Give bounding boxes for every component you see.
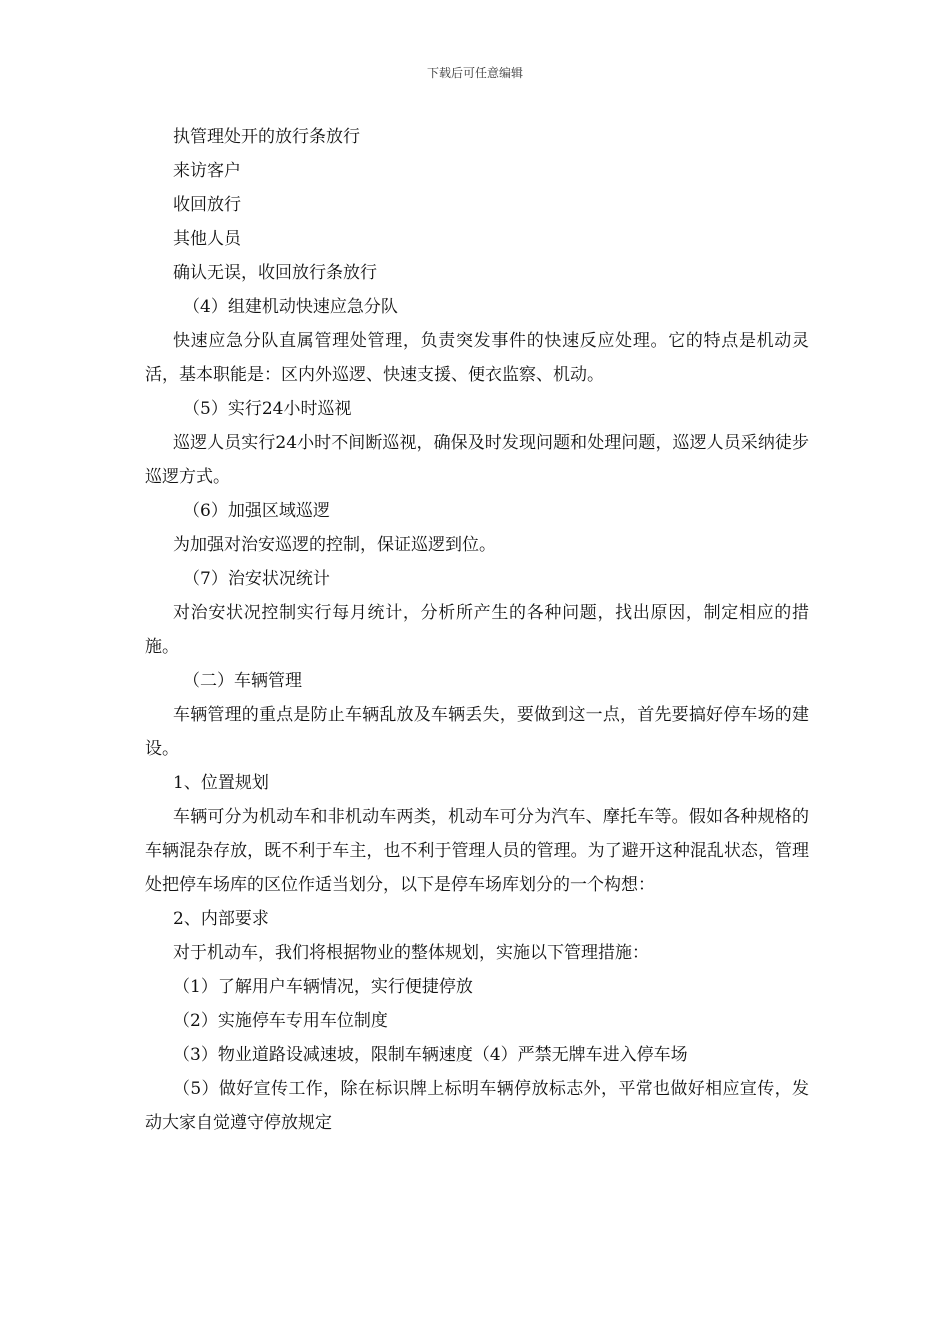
paragraph: 巡逻人员实行24小时不间断巡视，确保及时发现问题和处理问题，巡逻人员采纳徒步巡逻方式。 [145, 433, 809, 487]
subsection-heading: 2、内部要求 [173, 909, 269, 929]
section-heading: （5）实行24小时巡视 [183, 399, 352, 419]
paragraph: 对治安状况控制实行每月统计，分析所产生的各种问题，找出原因，制定相应的措施。 [145, 603, 809, 657]
section-heading: （6）加强区域巡逻 [183, 501, 330, 521]
list-item: （5）做好宣传工作，除在标识牌上标明车辆停放标志外，平常也做好相应宣传，发动大家自觉遵守停放规定 [145, 1079, 809, 1133]
paragraph: 为加强对治安巡逻的控制，保证巡逻到位。 [173, 535, 496, 555]
paragraph: 来访客户 [173, 161, 241, 181]
paragraph: 执管理处开的放行条放行 [173, 127, 360, 147]
section-heading: （二）车辆管理 [183, 671, 302, 691]
paragraph: 其他人员 [173, 229, 241, 249]
paragraph: 车辆可分为机动车和非机动车两类，机动车可分为汽车、摩托车等。假如各种规格的车辆混杂存放，既不利于车主，也不利于管理人员的管理。为了避开这种混乱状态，管理处把停车场库的区位作适当划分，以下是停车场库划分的一个构想： [145, 807, 809, 895]
document-body [145, 120, 809, 1140]
paragraph: 对于机动车，我们将根据物业的整体规划，实施以下管理措施： [173, 943, 649, 963]
page-header: 下载后可任意编辑 [426, 66, 523, 80]
list-item: （2）实施停车专用车位制度 [173, 1011, 388, 1031]
paragraph: 确认无误，收回放行条放行 [173, 263, 377, 283]
list-item: （3）物业道路设减速坡，限制车辆速度（4）严禁无牌车进入停车场 [173, 1045, 688, 1065]
list-item: （1）了解用户车辆情况，实行便捷停放 [173, 977, 473, 997]
paragraph: 车辆管理的重点是防止车辆乱放及车辆丢失，要做到这一点，首先要搞好停车场的建设。 [145, 705, 809, 759]
paragraph: 收回放行 [173, 195, 241, 215]
section-heading: （4）组建机动快速应急分队 [183, 297, 398, 317]
section-heading: （7）治安状况统计 [183, 569, 330, 589]
paragraph: 快速应急分队直属管理处管理，负责突发事件的快速反应处理。它的特点是机动灵活，基本职能是：区内外巡逻、快速支援、便衣监察、机动。 [145, 331, 809, 385]
subsection-heading: 1、位置规划 [173, 773, 269, 793]
